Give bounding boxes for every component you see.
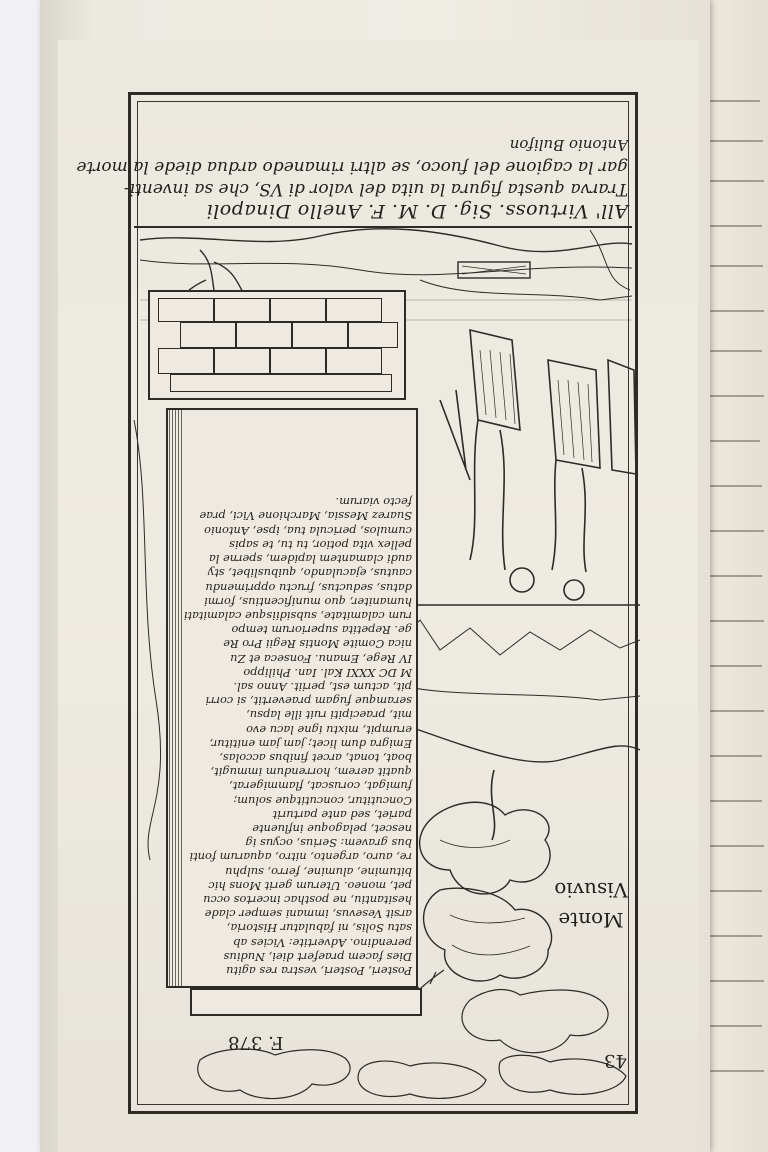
inscription-line: mit, praecipiti ruit ille lapsu, bbox=[246, 708, 412, 723]
inscription-line: rum calamitate, subsidiisque calamitati bbox=[183, 608, 412, 623]
monte-label-line-2: Visuvio bbox=[554, 878, 628, 902]
inscription-line: satu Solis, ni fabulatur Historia, bbox=[226, 921, 412, 936]
inscription-line: humaniter, quo munificentius, formi bbox=[204, 594, 412, 609]
inscription-line: M DC XXXI Kal. Ian. Philippo bbox=[243, 665, 412, 680]
dedication-line-1: All' Virtuoss. Sig. D. M. F. Anello Dinapoli bbox=[206, 200, 628, 222]
inscription-line: cumulos, pericula tua, ipse, Antonio bbox=[204, 523, 412, 538]
inscription-line: bus gravem: Serius, ocyus ig bbox=[245, 836, 412, 851]
monte-visuvio-label bbox=[536, 865, 646, 935]
dedication-text bbox=[76, 114, 628, 222]
inscription-line: bitumine, alumine, ferro, sulphu bbox=[225, 864, 412, 879]
inscription-line: Suarez Messia, Marchione Vici, prae bbox=[199, 509, 412, 524]
inscription-line: Dies facem praefert diei, Nudius bbox=[223, 949, 412, 964]
pillar-base bbox=[190, 988, 422, 1016]
inscription-line: seramque fugam praevertit, si corri bbox=[205, 694, 412, 709]
inscription-line: cautus, ejaculando, quibuslibet, sty bbox=[207, 566, 412, 581]
inscription-line: pet, moneo. Uterum gerit Mons hic bbox=[208, 878, 412, 893]
dedication-line-2: Trarva questa figura la uita del valor di VS, che sa inventi- bbox=[123, 179, 628, 199]
inscription-line: ge. Repetita superiorum tempo bbox=[231, 623, 412, 638]
inscription-line: audi clamantem lapidem, sperne la bbox=[208, 552, 412, 567]
inscription-line: Posteri, Posteri, vestra res agitu bbox=[226, 964, 412, 978]
inscription-line: fecto viarum. bbox=[335, 495, 412, 510]
inscription-line: hesitantiu, ne posthac incertos occu bbox=[203, 892, 412, 907]
inscription-line: perendino. Advertite: Vicies ab bbox=[233, 935, 412, 950]
inscription-line: nica Comite Montis Regii Pro Re bbox=[223, 637, 412, 652]
pillar-inscription bbox=[182, 418, 412, 978]
inscription-line: pariet, sed ante parturit bbox=[272, 807, 412, 822]
inscription-line: pellex vita potior, tu tu, te sapis bbox=[229, 537, 412, 552]
inscription-line: boat, tonat, arcet finibus accolas, bbox=[219, 750, 412, 765]
inscription-line: Concutitur, concutitque solum; bbox=[233, 793, 412, 808]
monte-label-line-1: Monte bbox=[558, 908, 624, 932]
inscription-line: fumigat, coruscat, flammigerat, bbox=[229, 779, 412, 794]
dedication-divider bbox=[134, 226, 632, 228]
dedication-signature: Antonio Bulifon bbox=[509, 136, 628, 154]
inscription-line: datus, seductus, fructu opprimendu bbox=[205, 580, 412, 595]
inscription-line: nescet, pelagoque influente bbox=[252, 821, 412, 836]
inscription-line: quatit aerem, horrendum immugit, bbox=[210, 765, 412, 780]
pillar-capital bbox=[148, 290, 406, 400]
inscription-line: arsit Vesevus, immani semper clade bbox=[204, 907, 412, 922]
inscription-line: erumpit, mixtu igne lacu evo bbox=[246, 722, 412, 737]
plate-number: 43 bbox=[604, 1050, 627, 1071]
inscription-line: pit, actum est, periit. Anno sal. bbox=[233, 679, 412, 694]
dedication-line-3: gar la cagione del fuoco, se altri rimanedo ardua diede la morte bbox=[76, 157, 628, 177]
inscription-line: Emigra dum licet; jam jam enititur, bbox=[209, 736, 412, 751]
plate-page-reference: F. 378 bbox=[228, 1032, 284, 1053]
inscription-line: IV Rege, Emanu. Fonseca et Zu bbox=[230, 651, 412, 666]
inscription-line: re, auro, argento, nitro, aquarum fonti bbox=[189, 850, 412, 865]
